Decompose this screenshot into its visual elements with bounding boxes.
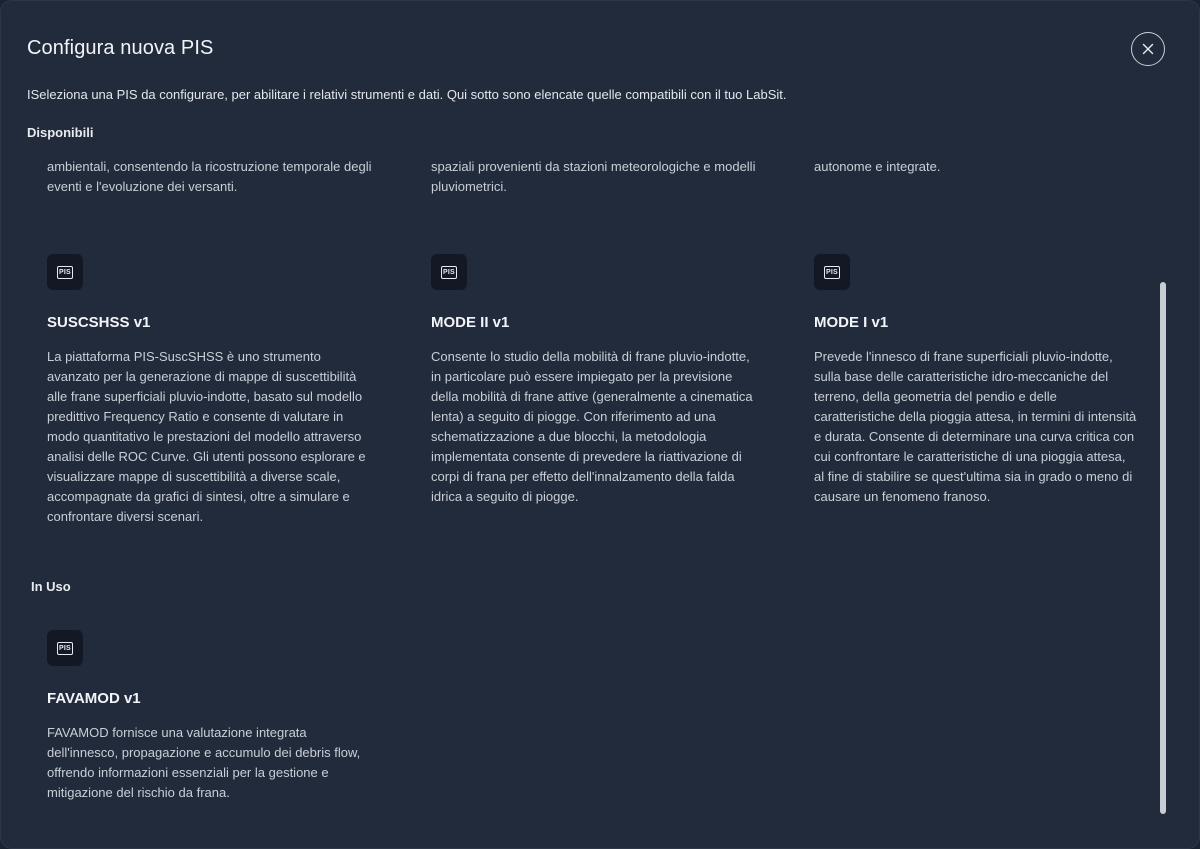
dialog-title: Configura nuova PIS — [27, 37, 214, 59]
section-in-use-label: In Uso — [31, 579, 71, 594]
pis-card-favamod[interactable] — [47, 630, 367, 803]
pis-card-description: FAVAMOD fornisce una valutazione integrata dell'innesco, propagazione e accumulo dei debris flow, offrendo informazioni essenziali per la gestione e mitigazione del rischio da frana. — [47, 725, 361, 800]
pis-badge-icon — [47, 630, 83, 666]
pis-glyph: PIS — [57, 642, 73, 655]
pis-card-title: FAVAMOD v1 — [47, 690, 141, 707]
cut-off-description: spaziali provenienti da stazioni meteorologiche e modelli pluviometrici. — [431, 159, 756, 194]
scrollbar-thumb[interactable] — [1160, 282, 1166, 814]
pis-glyph: PIS — [441, 266, 457, 279]
pis-glyph: PIS — [824, 266, 840, 279]
pis-badge-icon — [431, 254, 467, 290]
pis-card-description: La piattaforma PIS-SuscSHSS è uno strumento avanzato per la generazione di mappe di suscettibilità alle frane superficiali pluvio-indotte, basato sul modello predittivo Frequency Ratio e consente di valutare in modo quantitativo le prestazioni del modello attraverso analisi delle ROC Curve. Gli utenti possono esplorare e visualizzare mappe di suscettibilità a diverse scale, accompagnate da grafici di sintesi, oltre a simulare e confrontare diversi scenari. — [47, 349, 366, 524]
pis-list-scroll-area[interactable] — [1, 149, 1199, 821]
close-icon — [1142, 43, 1154, 55]
pis-card-description: Consente lo studio della mobilità di frane pluvio-indotte, in particolare può essere impiegato per la previsione della mobilità di frane attive (generalmente a cinematica lenta) a seguito di piogge. Con riferimento ad una schematizzazione a due blocchi, la metodologia implementata consente di prevedere la riattivazione di corpi di frana per effetto dell'innalzamento della falda idrica a seguito di piogge. — [431, 349, 753, 504]
cut-off-description: autonome e integrate. — [814, 159, 941, 174]
pis-card-title: MODE II v1 — [431, 314, 510, 331]
section-available-label: Disponibili — [27, 125, 94, 140]
pis-card-mode-ii[interactable] — [431, 254, 756, 507]
pis-card-mode-i[interactable] — [814, 254, 1139, 507]
pis-card-title: SUSCSHSS v1 — [47, 314, 151, 331]
close-button[interactable] — [1131, 32, 1165, 66]
dialog-subtitle: ISeleziona una PIS da configurare, per abilitare i relativi strumenti e dati. Qui sotto sono elencate quelle compatibili con il tuo LabSit. — [27, 87, 787, 102]
pis-card-description: Prevede l'innesco di frane superficiali pluvio-indotte, sulla base delle caratteristiche idro-meccaniche del terreno, della geometria del pendio e delle caratteristiche della pioggia attesa, in termini di intensità e durata. Consente di determinare una curva critica con cui confrontare le caratteristiche di una pioggia attesa, al fine di stabilire se quest'ultima sia in grado o meno di causare un fenomeno franoso. — [814, 349, 1137, 504]
pis-badge-icon — [47, 254, 83, 290]
pis-card-suscshss[interactable] — [47, 254, 377, 527]
pis-glyph: PIS — [57, 266, 73, 279]
pis-badge-icon — [814, 254, 850, 290]
cut-off-description: ambientali, consentendo la ricostruzione temporale degli eventi e l'evoluzione dei versanti. — [47, 159, 372, 194]
pis-card-title: MODE I v1 — [814, 314, 889, 331]
